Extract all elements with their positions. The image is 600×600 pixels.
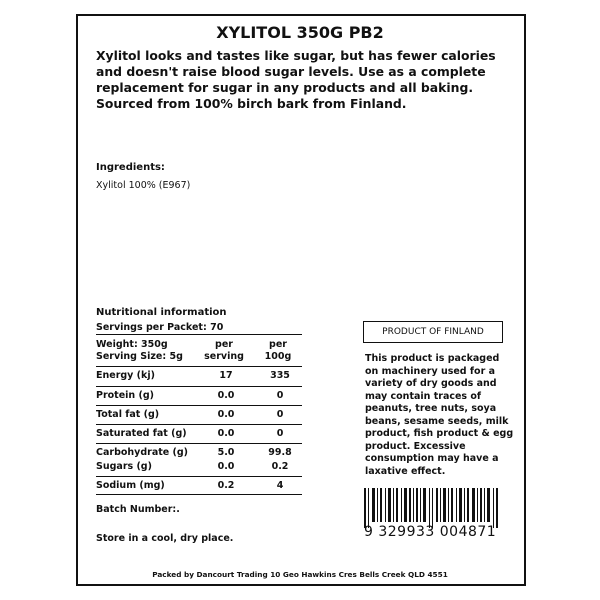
col-per-serving: per serving: [204, 339, 244, 362]
per-100g-value: 0: [276, 409, 284, 420]
nutrition-row: [96, 390, 300, 404]
per-100g-value: 99.8: [268, 447, 292, 458]
batch-number: Batch Number:.: [96, 504, 180, 515]
per-100g-value: 0: [276, 390, 284, 401]
per-100g-value: 335: [270, 370, 290, 381]
table-rule: [96, 386, 302, 387]
per-serving-value: 5.0: [217, 447, 235, 458]
per-serving-value: 0.0: [217, 390, 235, 401]
weight: Weight: 350g: [96, 339, 168, 350]
product-title: XYLITOL 350G PB2: [216, 23, 384, 42]
table-rule: [96, 334, 302, 335]
table-rule: [96, 476, 302, 477]
packer-footer: Packed by Dancourt Trading 10 Geo Hawkins Cres Bells Creek QLD 4551: [152, 570, 448, 579]
ingredients-heading: Ingredients:: [96, 162, 165, 173]
table-rule: [96, 405, 302, 406]
per-serving-value: 17: [219, 370, 233, 381]
per-serving-value: 0.2: [217, 480, 235, 491]
nutrient-name: Carbohydrate (g): [96, 447, 189, 458]
per-100g-value: 0: [276, 428, 284, 439]
allergen-notice: This product is packaged on machinery used for a variety of dry goods and may contain traces of peanuts, tree nuts, soya beans, sesame seeds, milk product, fish product & egg product. Excessive consumption may have a laxative effect.: [365, 353, 514, 477]
per-serving-value: 0.0: [217, 428, 235, 439]
table-rule: [96, 366, 302, 367]
per-serving-value: 0.0: [217, 409, 235, 420]
per-100g-value: 4: [276, 480, 284, 491]
nutrient-name: Sodium (mg): [96, 480, 165, 491]
nutrient-name: Saturated fat (g): [96, 428, 187, 439]
per-serving-value: 0.0: [217, 461, 235, 472]
serving-size: Serving Size: 5g: [96, 351, 183, 362]
storage-instructions: Store in a cool, dry place.: [96, 533, 234, 544]
table-rule: [96, 424, 302, 425]
nutrition-heading: Nutritional information: [96, 307, 227, 318]
nutrition-row: [96, 428, 300, 442]
table-rule: [96, 494, 302, 495]
nutrient-name: Protein (g): [96, 390, 154, 401]
nutrition-row: [96, 370, 300, 384]
per-100g-value: 0.2: [271, 461, 289, 472]
nutrient-name: Energy (kj): [96, 370, 155, 381]
nutrition-row: [96, 409, 300, 423]
servings-per-packet: Servings per Packet: 70: [96, 322, 224, 333]
nutrition-row: [96, 480, 300, 494]
barcode-number: 9 329933 004871: [364, 524, 497, 540]
ingredients-text: Xylitol 100% (E967): [96, 180, 191, 191]
nutrient-name: Total fat (g): [96, 409, 160, 420]
product-description: Xylitol looks and tastes like sugar, but has fewer calories and doesn't raise blood sugar levels. Use as a complete replacement for sugar in any products and all baking. Sourced from 100% birch bark from Finland.: [96, 48, 496, 111]
nutrition-row: [96, 447, 300, 461]
nutrient-name: Sugars (g): [96, 461, 152, 472]
col-per-100g: per 100g: [264, 339, 292, 362]
table-rule: [96, 443, 302, 444]
nutrition-row: [96, 461, 300, 475]
origin-badge: PRODUCT OF FINLAND: [363, 321, 503, 343]
